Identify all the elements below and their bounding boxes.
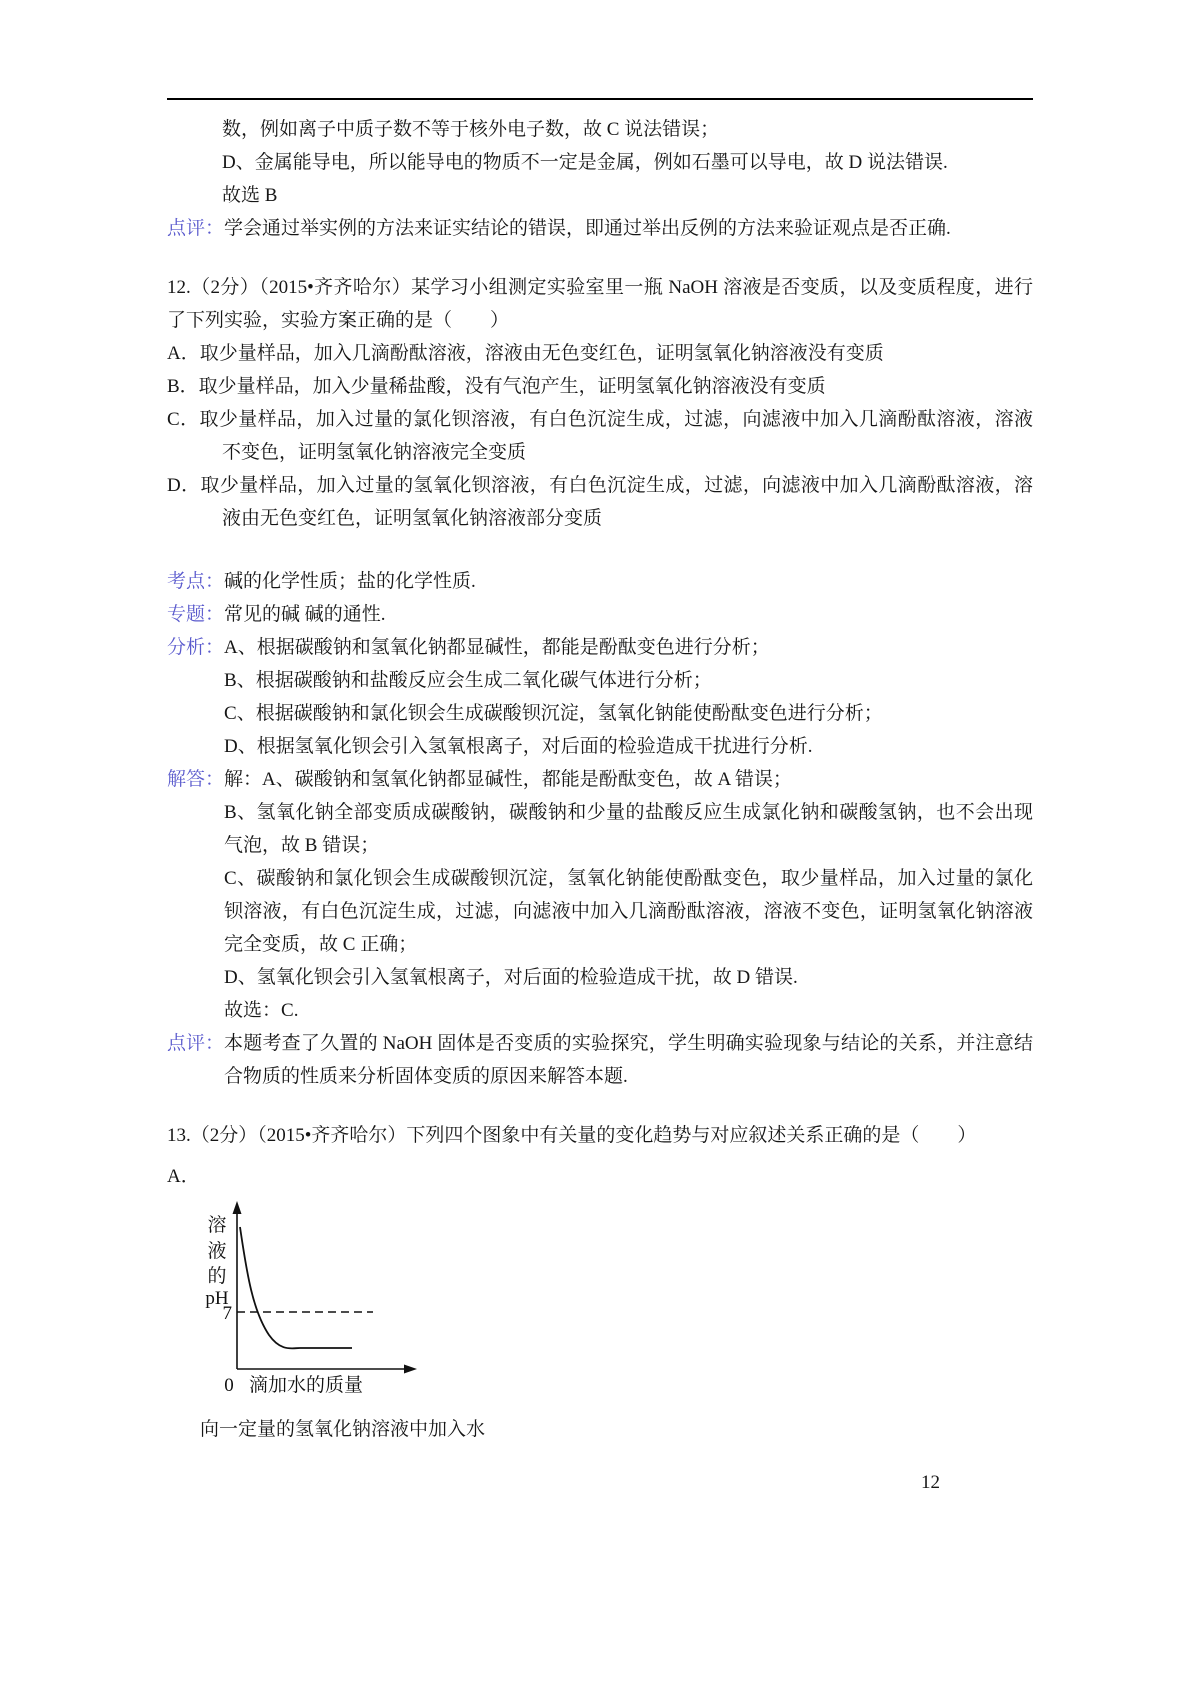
page-content [167,98,1033,1446]
review-text: 本题考查了久置的 NaOH 固体是否变质的实验探究，学生明确实验现象与结论的关系，并注意结合物质的性质来分析固体变质的原因来解答本题. [224,1033,1033,1087]
q11-review-block [167,212,1033,245]
zhuanti-label: 专题： [167,604,225,625]
answer-line-d: D、金属能导电，所以能导电的物质不一定是金属，例如石墨可以导电，故 D 说法错误. [222,152,948,173]
q11-answer-tail [222,113,1033,212]
q12-solution-block [167,763,1033,1027]
ph-graph [195,1197,445,1407]
solution-body [224,763,1033,1027]
y-axis-arrow-icon [233,1201,242,1214]
review-body [224,1027,1033,1093]
ph-curve [240,1227,352,1348]
analysis-line: A、根据碳酸钠和氢氧化钠都显碱性，都能是酚酞变色进行分析； [224,637,770,658]
solution-line: D、氢氧化钡会引入氢氧根离子，对后面的检验造成干扰，故 D 错误. [224,967,798,988]
analysis-body [224,631,1033,763]
solution-label: 解答： [167,769,225,790]
y-axis-label-char: 液 [207,1241,227,1262]
x-axis-arrow-icon [404,1365,417,1374]
question-13-stem: 13.（2分）（2015•齐齐哈尔）下列四个图象中有关量的变化趋势与对应叙述关系正确的是（ ） [167,1125,977,1146]
kaodian-body [224,565,1033,598]
zhuanti-body [224,598,1033,631]
q12-zhuanti-block [167,598,1033,631]
q12-analysis-block [167,631,1033,763]
q13-option-a-letter: A． [167,1166,200,1187]
page-number: 12 [921,1472,940,1493]
kaodian-text: 碱的化学性质；盐的化学性质. [224,571,476,592]
x-axis-label: 滴加水的质量 [249,1375,364,1396]
solution-line: C、碳酸钠和氯化钡会生成碳酸钡沉淀，氢氧化钠能使酚酞变色，取少量样品，加入过量的氯化钡溶液，有白色沉淀生成，过滤，向滤液中加入几滴酚酞溶液，溶液不变色，证明氢氧化钠溶液完全变质，故 C 正确； [224,868,1033,955]
ph7-tick-label: 7 [222,1303,232,1324]
option-c: C．取少量样品，加入过量的氯化钡溶液，有白色沉淀生成，过滤，向滤液中加入几滴酚酞溶液，溶液不变色，证明氢氧化钠溶液完全变质 [167,409,1033,463]
solution-answer: 故选：C. [224,1000,299,1021]
review-label: 点评： [167,218,225,239]
origin-label: 0 [224,1375,234,1396]
analysis-line: B、根据碳酸钠和盐酸反应会生成二氧化碳气体进行分析； [224,670,712,691]
option-d: D．取少量样品，加入过量的氢氧化钡溶液，有白色沉淀生成，过滤，向滤液中加入几滴酚酞溶液，溶液由无色变红色，证明氢氧化钠溶液部分变质 [167,475,1033,529]
q12-kaodian-block [167,565,1033,598]
answer-chosen: 故选 B [222,185,278,206]
option-b: B．取少量样品，加入少量稀盐酸，没有气泡产生，证明氢氧化钠溶液没有变质 [167,376,826,397]
q12-review-block [167,1027,1033,1093]
review-label: 点评： [167,1033,225,1054]
q13-option-a-figure [195,1197,1033,1407]
continued-answer-line: 数，例如离子中质子数不等于核外电子数，故 C 说法错误； [222,119,720,140]
q13-option-a-caption: 向一定量的氢氧化钠溶液中加入水 [200,1419,486,1440]
review-text: 学会通过举实例的方法来证实结论的错误，即通过举出反例的方法来验证观点是否正确. [224,218,951,239]
y-axis-label-char: 溶 [207,1215,227,1236]
header-rule [167,98,1033,100]
y-axis-label-char: 的 [207,1266,227,1287]
analysis-label: 分析： [167,637,225,658]
solution-line: B、氢氧化钠全部变质成碳酸钠，碳酸钠和少量的盐酸反应生成氯化钠和碳酸氢钠，也不会出现气泡，故 B 错误； [224,802,1033,856]
question-12-stem: 12.（2分）（2015•齐齐哈尔）某学习小组测定实验室里一瓶 NaOH 溶液是否变质，以及变质程度，进行了下列实验，实验方案正确的是（ ） [167,277,1033,331]
solution-line: 解：A、碳酸钠和氢氧化钠都显碱性，都能是酚酞变色，故 A 错误； [224,769,792,790]
analysis-line: C、根据碳酸钠和氯化钡会生成碳酸钡沉淀，氢氧化钠能使酚酞变色进行分析； [224,703,883,724]
option-a: A．取少量样品，加入几滴酚酞溶液，溶液由无色变红色，证明氢氧化钠溶液没有变质 [167,343,884,364]
kaodian-label: 考点： [167,571,225,592]
zhuanti-text: 常见的碱 碱的通性. [224,604,386,625]
y-axis-label-char: pH [205,1288,229,1309]
review-body [224,212,1033,245]
analysis-line: D、根据氢氧化钡会引入氢氧根离子，对后面的检验造成干扰进行分析. [224,736,813,757]
